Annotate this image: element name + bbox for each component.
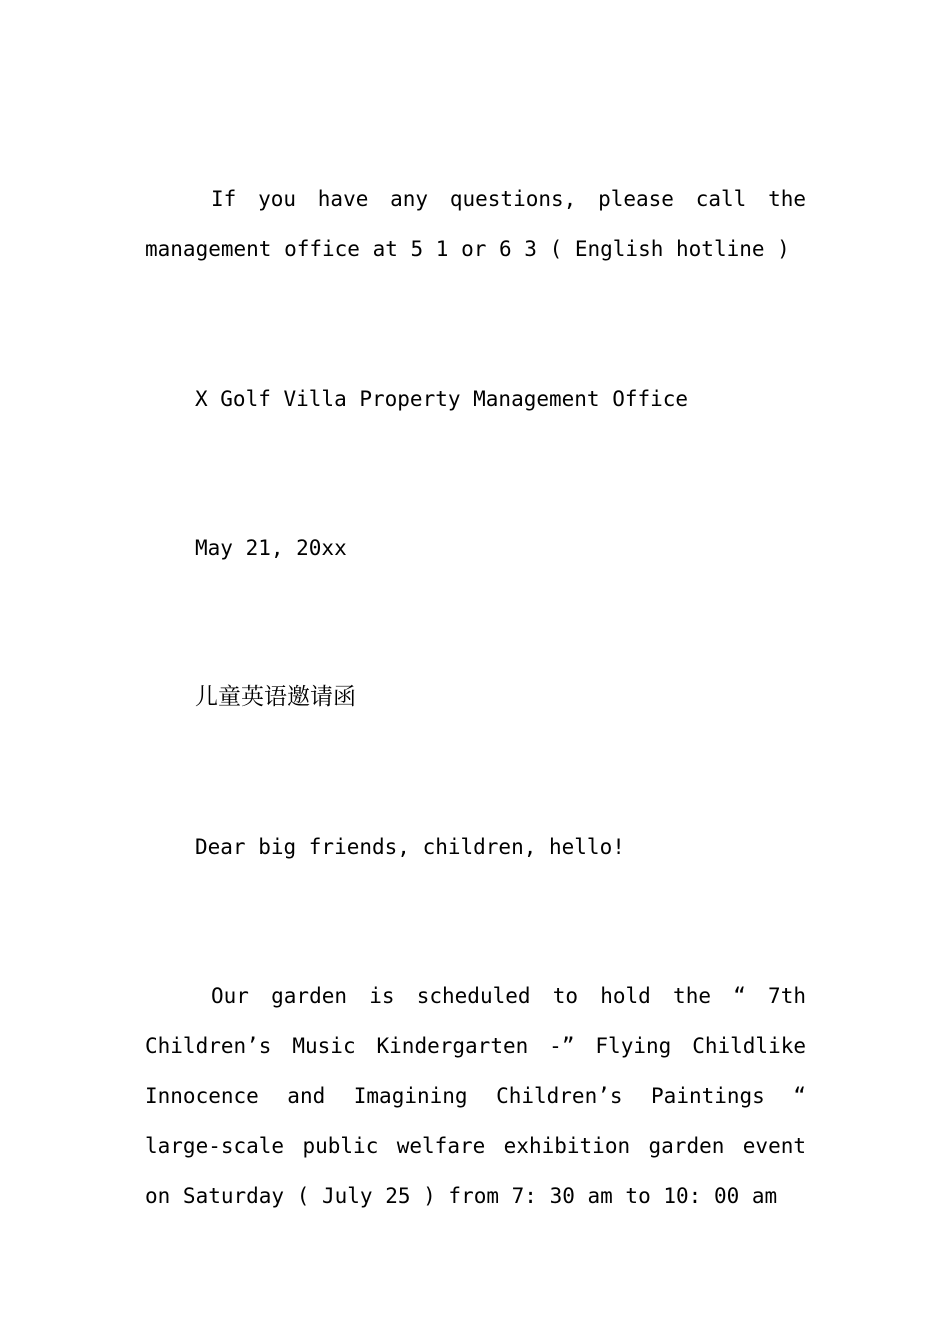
questions-paragraph: If you have any questions, please call the management office at 5 1 or 6 3 ( English hotline ) [145,187,806,261]
signature-line: X Golf Villa Property Management Office [195,387,689,411]
date-line: May 21, 20xx [195,536,347,560]
greeting-line: Dear big friends, children, hello! [195,835,625,859]
event-paragraph: Our garden is scheduled to hold the “ 7th Children’s Music Kindergarten -” Flying Childlike Innocence and Imagining Children’s Paintings “ large-scale public welfare exhibition garden event on Saturday ( July 25 ) from 7: 30 am to 10: 00 am [145,984,806,1208]
chinese-heading: 儿童英语邀请函 [195,684,356,710]
